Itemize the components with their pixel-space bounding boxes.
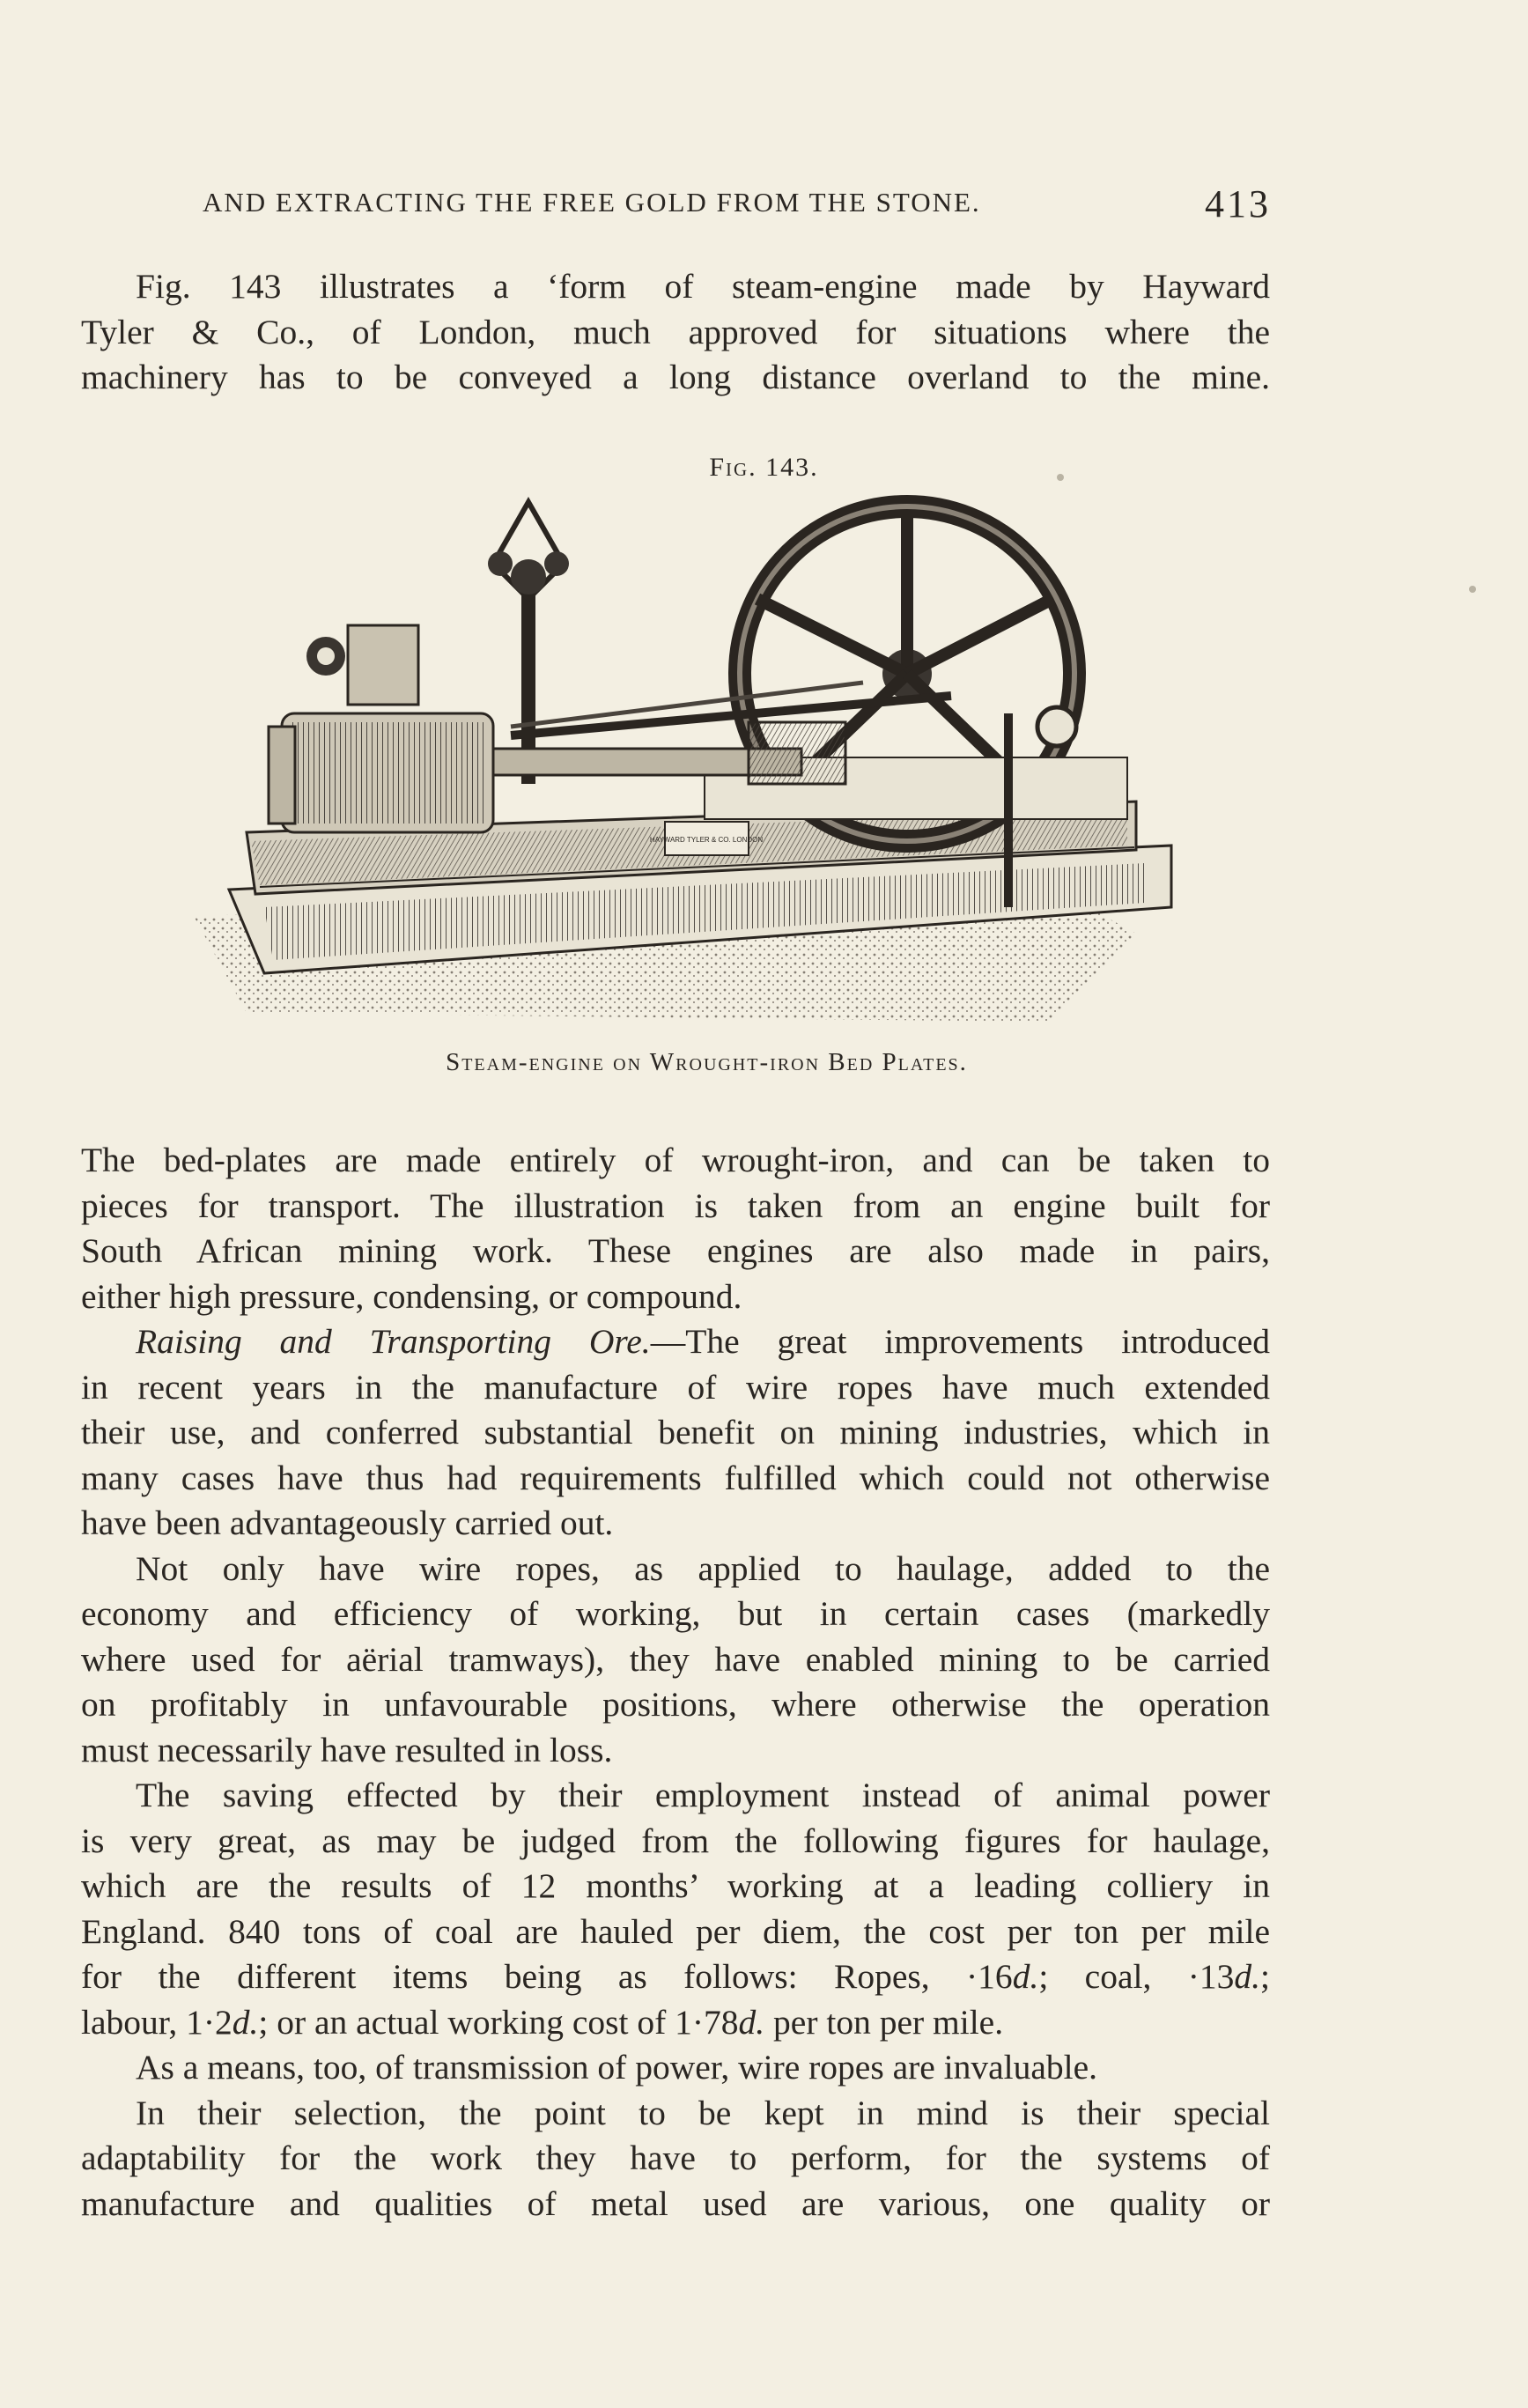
text-line: In their selection, the point to be kept in mind is their special	[136, 2093, 1270, 2132]
running-head: AND EXTRACTING THE FREE GOLD FROM THE STONE.	[203, 187, 981, 218]
text-line: Not only have wire ropes, as applied to haulage, added to the	[136, 1548, 1270, 1588]
page-number: 413	[1205, 182, 1271, 225]
body-text	[81, 1138, 1270, 2227]
text-line: where used for aërial tramways), they have enabled mining to be carried	[81, 1639, 1270, 1679]
text-line: in recent years in the manufacture of wire ropes have much extended	[81, 1367, 1270, 1407]
intro-paragraph	[81, 264, 1270, 401]
text-fragment: ; or an actual working cost of 1·78	[258, 2002, 739, 2042]
text-line: which are the results of 12 months’ working at a leading colliery in	[81, 1866, 1270, 1905]
valve-chest	[306, 625, 418, 705]
text-line: economy and efficiency of working, but in certain cases (markedly	[81, 1594, 1270, 1633]
text-line: Fig. 143 illustrates a ‘form of steam-engine made by Hayward	[136, 267, 1270, 306]
governor	[488, 502, 569, 784]
text-fragment: d.	[232, 2002, 259, 2042]
text-line: England. 840 tons of coal are hauled per diem, the cost per ton per mile	[81, 1911, 1270, 1951]
speck	[1469, 586, 1476, 593]
text-line: pieces for transport. The illustration is taken from an engine built for	[81, 1186, 1270, 1225]
text-fragment: —The great improvements introduced	[650, 1322, 1270, 1361]
text-line: As a means, too, of transmission of power, wire ropes are invaluable.	[136, 2048, 1098, 2087]
text-line: The bed-plates are made entirely of wrought-iron, and can be taken to	[81, 1141, 1270, 1179]
steam-engine-illustration	[176, 493, 1180, 1039]
text-line: on profitably in unfavourable positions, where otherwise the operation	[81, 1685, 1270, 1724]
text-fragment: d.	[1012, 1957, 1039, 1996]
text-line: machinery has to be conveyed a long distance overland to the mine.	[81, 358, 1270, 396]
text-line: is very great, as may be judged from the following figures for haulage,	[81, 1821, 1270, 1860]
plate-text: HAYWARD TYLER & CO. LONDON	[649, 836, 764, 844]
text-fragment: d.	[738, 2002, 765, 2042]
text-line: have been advantageously carried out.	[81, 1503, 614, 1542]
figure-label: Fig. 143.	[709, 453, 819, 482]
text-line: either high pressure, condensing, or compound.	[81, 1276, 742, 1316]
text-line	[81, 1319, 1270, 1365]
text-line: The saving effected by their employment instead of animal power	[136, 1776, 1270, 1814]
text-fragment: ;	[1260, 1957, 1270, 1996]
text-fragment: for the different items being as follows: Ropes, ·16	[81, 1957, 1013, 1996]
text-fragment: ; coal, ·13	[1038, 1957, 1235, 1996]
text-line: Tyler & Co., of London, much approved for situations where the	[81, 312, 1270, 351]
cylinder	[269, 713, 493, 832]
text-fragment: d.	[1234, 1957, 1261, 1996]
text-fragment: labour, 1·2	[81, 2002, 233, 2042]
speck	[1057, 474, 1064, 481]
section-heading: Raising and Transporting Ore.	[136, 1322, 651, 1361]
figure-caption: Steam-engine on Wrought-iron Bed Plates.	[446, 1048, 968, 1076]
text-line: their use, and conferred substantial benefit on mining industries, which in	[81, 1413, 1270, 1451]
eccentric	[1037, 707, 1076, 746]
text-line: manufacture and qualities of metal used are various, one quality or	[81, 2183, 1270, 2223]
text-fragment: per ton per mile.	[764, 2002, 1004, 2042]
text-line: must necessarily have resulted in loss.	[81, 1730, 613, 1769]
text-line	[81, 2000, 1270, 2046]
text-line	[81, 1954, 1270, 2000]
text-line: South African mining work. These engines are also made in pairs,	[81, 1231, 1270, 1270]
text-line: adaptability for the work they have to perform, for the systems of	[81, 2138, 1270, 2177]
text-line: many cases have thus had requirements fulfilled which could not otherwise	[81, 1458, 1270, 1497]
